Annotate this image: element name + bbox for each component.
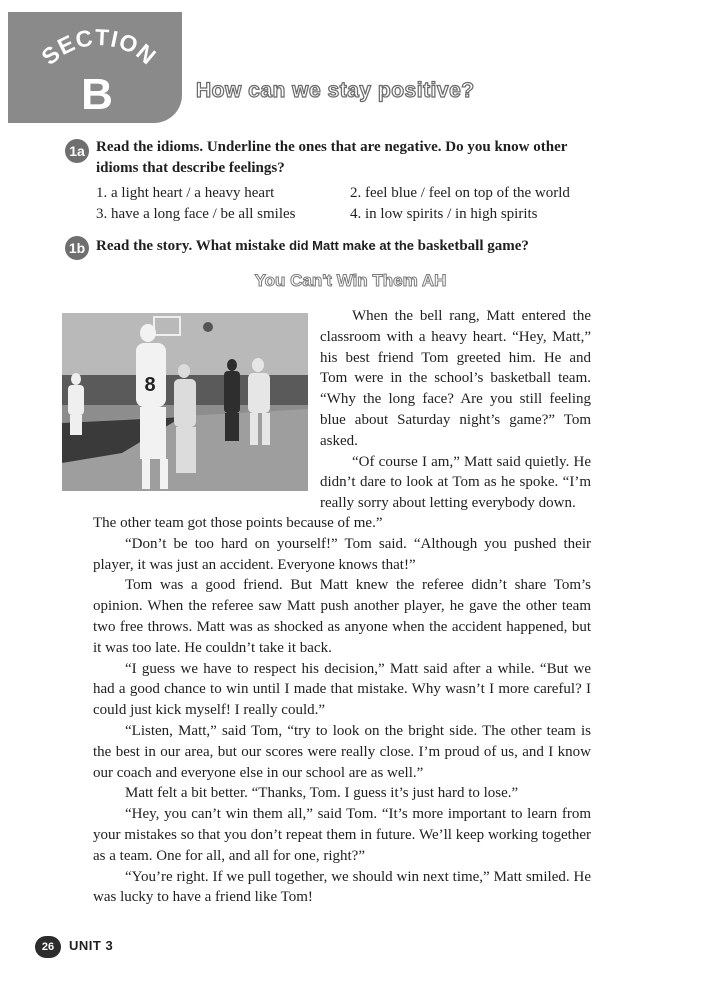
story-paragraph-7: Matt felt a bit better. “Thanks, Tom. I guess it’s just hard to lose.” — [125, 785, 519, 802]
svg-text:SECTION — [36, 24, 161, 70]
story-paragraph-4: Tom was a good friend. But Matt knew the referee didn’t share Tom’s opinion. When the referee saw Matt push another player, he gave the other team two free throws. Matt was as shocked as anyone when the accident happened, but it was too late. He couldn’t take it back. — [93, 577, 591, 656]
section-word: SECTION — [36, 23, 162, 70]
idiom-1: 1. a light heart / a heavy heart — [96, 185, 275, 201]
story-paragraph-1: When the bell rang, Matt entered the classroom with a heavy heart. “Hey, Matt,” his best friend Tom greeted him. He and Tom were in the school’s basketball team. “Why the long face? Are you still feeling blue about Saturday night’s game?” Tom asked. — [320, 308, 591, 449]
story-paragraph-6: “Listen, Matt,” said Tom, “try to look on the bright side. The other team is the best in our area, but our scores were really close. I’m proud of us, and I know our coach and everyone else in our school are as well.” — [93, 722, 591, 781]
story-paragraph-3: “Don’t be too hard on yourself!” Tom said. “Although you pushed their player, it was just an accident. Everyone knows that!” — [93, 535, 591, 573]
idiom-4: 4. in low spirits / in high spirits — [350, 206, 538, 222]
idiom-3: 3. have a long face / be all smiles — [96, 206, 296, 222]
basketball-photo — [62, 313, 308, 491]
story-side-column — [320, 306, 591, 514]
section-badge — [8, 12, 182, 123]
page-number: 26 — [35, 936, 61, 958]
unit-label: UNIT 3 — [69, 938, 114, 953]
task-1a-badge: 1a — [65, 139, 89, 163]
task-1a-instruction: Read the idioms. Underline the ones that are negative. Do you know other idioms that describe feelings? — [96, 139, 568, 176]
section-letter: B — [81, 70, 113, 119]
svg-text:8: 8 — [144, 374, 156, 396]
story-paragraph-8: “Hey, you can’t win them all,” said Tom. “It’s more important to learn from your mistakes so that you don’t repeat them in future. We’ll keep working together as a team. One for all, and all for one, right?” — [93, 806, 591, 864]
story-title: You Can't Win Them AH — [254, 271, 447, 290]
story-paragraph-9: “You’re right. If we pull together, we should win next time,” Matt smiled. He was lucky to have a friend like Tom! — [93, 868, 591, 906]
story-paragraph-2: “Of course I am,” Matt said quietly. He didn’t dare to look at Tom as he spoke. “I’m really sorry about letting everybody down. — [320, 453, 591, 512]
task-1b-instruction: Read the story. What mistake did Matt make at the basketball game? — [96, 238, 529, 254]
idiom-2: 2. feel blue / feel on top of the world — [350, 185, 570, 201]
story-continuation: The other team got those points because of me.” — [93, 515, 383, 531]
page-title: How can we stay positive? — [196, 79, 475, 102]
story-paragraph-5: “I guess we have to respect his decision,” Matt said after a while. “But we had a good chance to win until I made that mistake. Why wasn’t I more careful? I could just kick myself! I really could.” — [93, 660, 591, 719]
task-1b-badge: 1b — [65, 236, 89, 260]
story-main-column — [93, 513, 591, 908]
